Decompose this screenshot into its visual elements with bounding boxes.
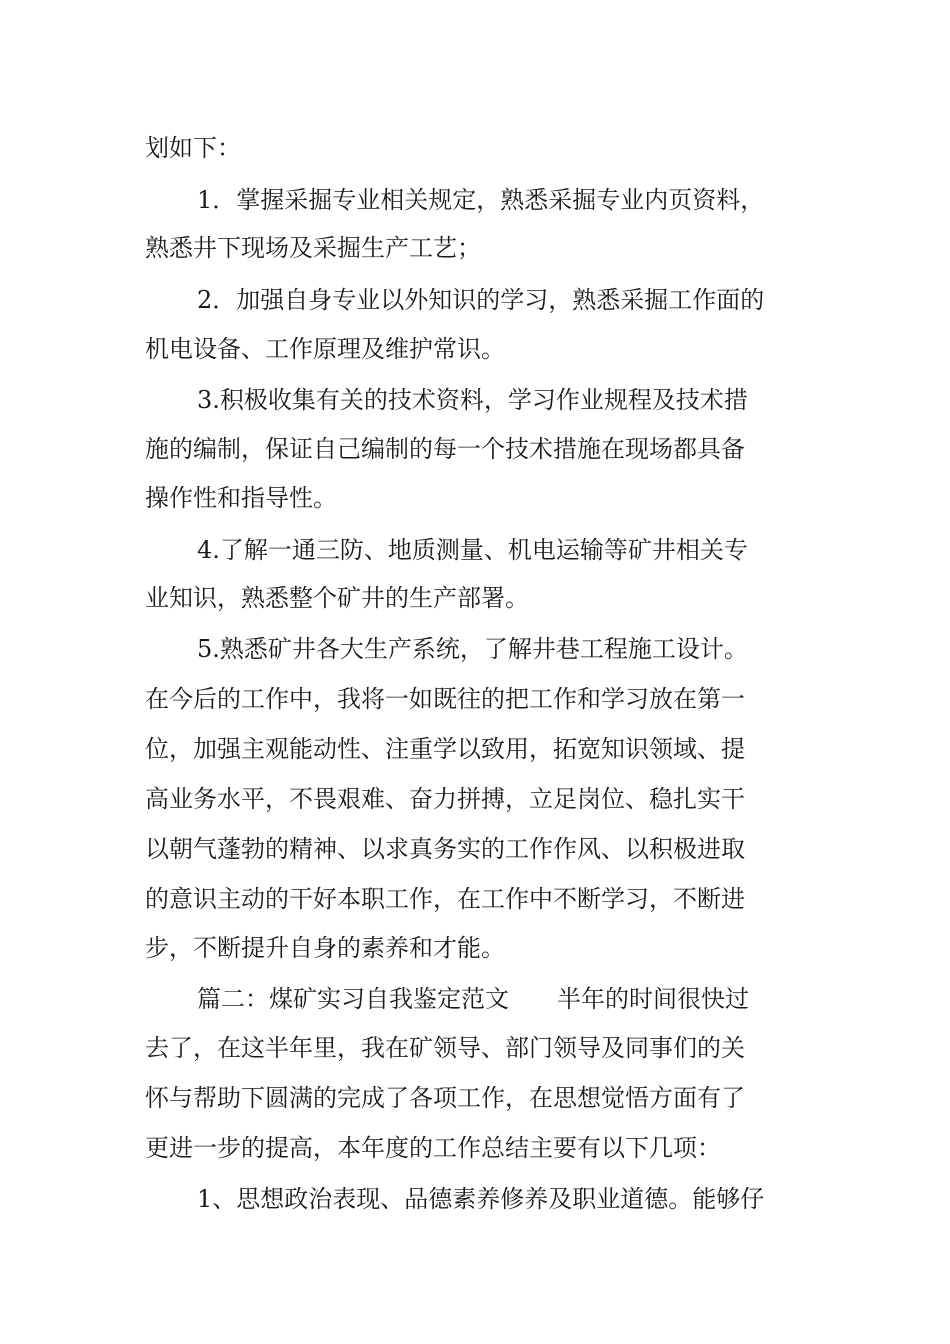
- text-line: 步，不断提升自身的素养和才能。: [145, 934, 505, 962]
- section-heading-line: 篇二：煤矿实习自我鉴定范文 半年的时间很快过: [197, 985, 749, 1013]
- text-line: 操作性和指导性。: [145, 484, 337, 512]
- list-item-6: 1、思想政治表现、品德素养修养及职业道德。能够仔: [197, 1185, 765, 1213]
- text-line: 怀与帮助下圆满的完成了各项工作，在思想觉悟方面有了: [145, 1084, 745, 1112]
- text-line: 的意识主动的干好本职工作，在工作中不断学习，不断进: [145, 885, 745, 913]
- text-line: 熟悉井下现场及采掘生产工艺；: [145, 234, 481, 262]
- text-line: 划如下：: [145, 134, 241, 162]
- text-line: 以朝气蓬勃的精神、以求真务实的工作作风、以积极进取: [145, 835, 745, 863]
- text-line: 高业务水平，不畏艰难、奋力拼搏，立足岗位、稳扎实干: [145, 785, 745, 813]
- list-item-3: 3.积极收集有关的技术资料，学习作业规程及技术措: [197, 386, 748, 414]
- text-line: 位，加强主观能动性、注重学以致用，拓宽知识领域、提: [145, 735, 745, 763]
- list-item-2: 2．加强自身专业以外知识的学习，熟悉采掘工作面的: [197, 286, 765, 314]
- text-line: 施的编制，保证自己编制的每一个技术措施在现场都具备: [145, 435, 745, 463]
- list-item-5: 5.熟悉矿井各大生产系统，了解井巷工程施工设计。: [197, 635, 748, 663]
- text-line: 更进一步的提高，本年度的工作总结主要有以下几项：: [145, 1134, 721, 1162]
- list-item-4: 4.了解一通三防、地质测量、机电运输等矿井相关专: [197, 536, 748, 564]
- list-item-1: 1．掌握采掘专业相关规定，熟悉采掘专业内页资料，: [197, 186, 765, 214]
- text-line: 去了，在这半年里，我在矿领导、部门领导及同事们的关: [145, 1034, 745, 1062]
- text-line: 在今后的工作中，我将一如既往的把工作和学习放在第一: [145, 685, 745, 713]
- text-line: 业知识，熟悉整个矿井的生产部署。: [145, 584, 529, 612]
- text-line: 机电设备、工作原理及维护常识。: [145, 335, 505, 363]
